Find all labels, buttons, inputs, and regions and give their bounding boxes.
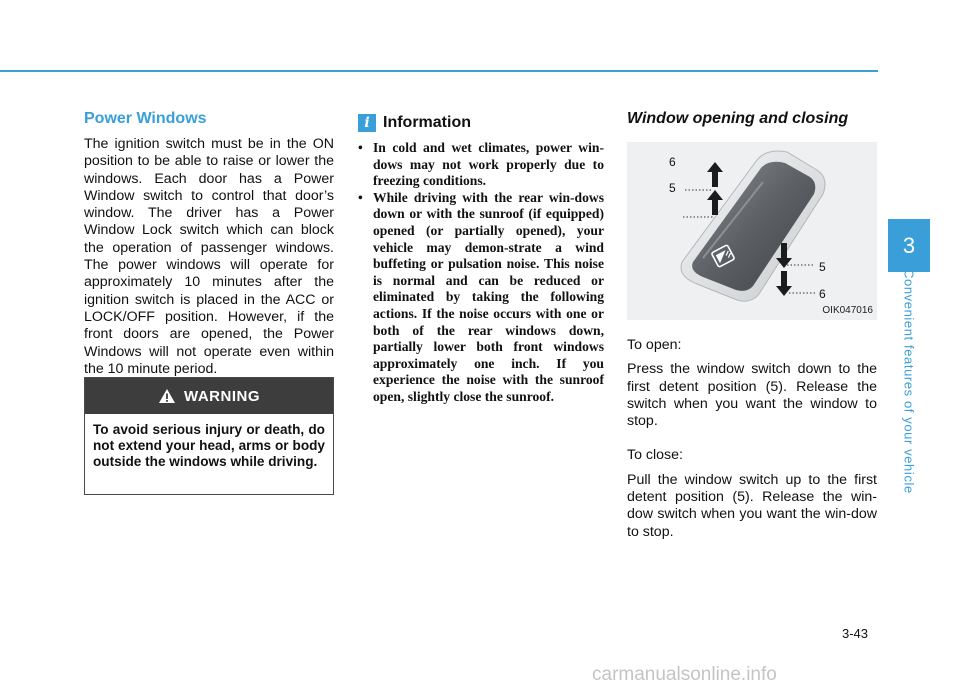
bullet-icon: •	[358, 140, 363, 155]
close-text: Pull the window switch up to the first detent position (5). Release the win-dow switch when you want the win-dow to stop.	[627, 471, 877, 540]
subsection-title: Window opening and closing	[627, 110, 849, 127]
section-title: Power Windows	[84, 110, 207, 127]
figure-code: OIK047016	[822, 305, 873, 316]
header-rule	[0, 70, 878, 72]
list-item	[358, 190, 604, 406]
label-down-full: 6	[819, 287, 826, 301]
list-item	[358, 140, 604, 190]
warning-triangle-icon	[158, 388, 176, 404]
info-icon: i	[358, 114, 376, 132]
close-heading: To close:	[627, 447, 683, 464]
information-title: Information	[383, 114, 471, 131]
window-switch-figure	[627, 142, 877, 320]
watermark: carmanualsonline.info	[592, 664, 777, 685]
chapter-label: Convenient features of your vehicle	[901, 268, 917, 494]
open-heading: To open:	[627, 337, 682, 353]
arrow-down-full	[776, 271, 792, 296]
bullet-icon: •	[358, 189, 363, 205]
warning-label: WARNING	[184, 387, 260, 405]
label-down-detent: 5	[819, 260, 826, 274]
warning-box	[84, 377, 334, 495]
information-item-1: In cold and wet climates, power win-dows may not work properly due to freezing conditions.	[373, 140, 604, 189]
window-switch-illustration	[627, 142, 877, 320]
information-item-2: While driving with the rear win-dows down or with the sunroof (if equipped) opened (or partially opened), your vehicle may demon-strate a wind buffeting or pulsation noise. This noise is normal and can be reduced or eliminated by taking the following actions. If the noise occurs with one or both of the rear windows down, partially lower both front windows approximately one inch. If you experience the noise with the sunroof open, slightly close the sunroof.	[373, 189, 604, 404]
page-number: 3-43	[842, 626, 869, 641]
label-up-detent: 5	[669, 181, 676, 195]
information-section	[358, 114, 604, 406]
window-operation-section	[627, 110, 877, 541]
chapter-tab: 3	[888, 219, 930, 272]
label-up-full: 6	[669, 155, 676, 169]
warning-header	[85, 378, 333, 414]
arrow-up-full	[707, 162, 723, 187]
section-body: The ignition switch must be in the ON position to be able to raise or lower the windows. Each door has a Power Window switch to control that door’s window. The driver has a Power Window Lock switch which can block the operation of passenger windows. The power windows will operate for approximately 10 minutes after the ignition switch is placed in the ACC or LOCK/OFF position. However, if the front doors are opened, the Power Windows will not operate even within the 10 minute period.	[84, 136, 334, 377]
open-text: Press the window switch down to the first detent position (5). Release the switch when you want the window to stop.	[627, 361, 877, 430]
information-header	[358, 114, 604, 132]
information-list	[358, 140, 604, 406]
warning-text: To avoid serious injury or death, do not extend your head, arms or body outside the windows while driving.	[93, 422, 325, 470]
power-windows-section	[84, 110, 334, 378]
